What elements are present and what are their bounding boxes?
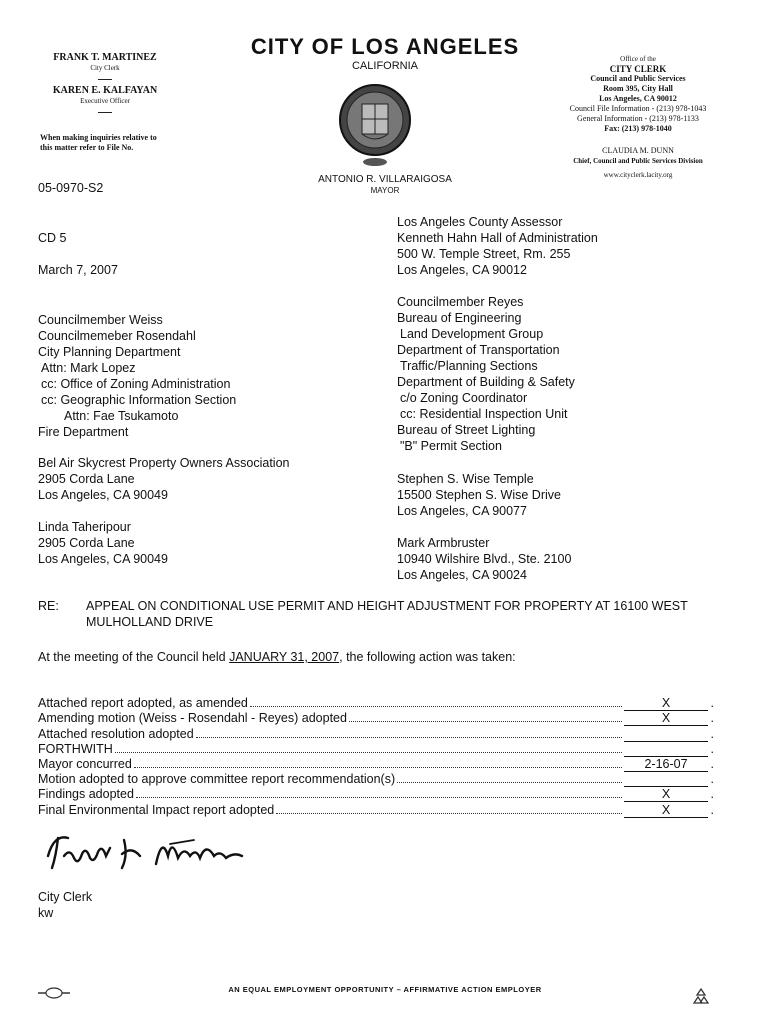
action-row: Findings adopted X . [38,787,714,802]
recipient-line: cc: Office of Zoning Administration [41,377,231,391]
subject-text: APPEAL ON CONDITIONAL USE PERMIT AND HEIGHT ADJUSTMENT FOR PROPERTY AT 16100 WEST MULHOLLAND DRIVE [86,599,688,629]
recipients-left-association [38,455,378,503]
recipient-line: cc: Residential Inspection Unit [400,407,568,421]
leader-dots [349,721,622,722]
action-row: Attached resolution adopted . [38,726,714,741]
left-letterhead [40,52,170,118]
action-row: Attached report adopted, as amended X . [38,696,714,711]
action-value: 2-16-07 [624,757,708,772]
action-label: Motion adopted to approve committee report recommendation(s) [38,772,396,787]
room-address: Room 395, City Hall [603,84,673,93]
recipients-left-person [38,519,378,567]
meeting-date: JANUARY 31, 2007 [229,650,340,664]
leader-dots [276,813,622,814]
chief-title: Chief, Council and Public Services Division [573,157,703,165]
action-label: Final Environmental Impact report adopted [38,802,275,817]
recipients-right-departments [397,294,737,454]
leader-dots [134,767,622,768]
action-label: FORTHWITH [38,741,113,756]
action-value [624,772,708,787]
recipient-line: Los Angeles, CA 90049 [38,488,168,502]
leader-dots [136,797,622,798]
website: www.cityclerk.lacity.org [603,171,673,179]
recipient-line: Mark Armbruster [397,536,490,550]
closing-block [38,889,92,921]
action-value: X [624,696,708,711]
action-row: Motion adopted to approve committee report recommendation(s) . [38,772,714,787]
action-label: Mayor concurred [38,756,132,771]
recipients-right-person [397,535,737,583]
general-info: General Information - (213) 978-1133 [577,114,699,123]
actions-list [38,696,714,818]
recipient-line: Fire Department [38,425,129,439]
recipient-line: Linda Taheripour [38,520,131,534]
recipients-left-top [38,312,378,440]
mayor-name: ANTONIO R. VILLARAIGOSA [318,174,452,185]
leader-dots [115,752,622,753]
leader-dots [397,782,622,783]
action-label: Attached report adopted, as amended [38,696,248,711]
mayor-block [220,174,550,196]
recycle-icon [690,986,712,1008]
city-seal-icon [338,80,412,170]
handwritten-signature-icon [44,826,254,878]
recipient-line: "B" Permit Section [400,439,502,453]
action-value: X [624,803,708,818]
recipient-line: Bureau of Street Lighting [397,423,536,437]
action-value [624,727,708,742]
clerk-name: FRANK T. MARTINEZ [53,52,157,63]
action-row: Mayor concurred 2-16-07 . [38,756,714,771]
meeting-suffix: , the following action was taken: [339,650,516,664]
officer-title: Executive Officer [80,97,130,105]
recipient-line: Kenneth Hahn Hall of Administration [397,231,598,245]
recipient-line: Los Angeles, CA 90024 [397,568,527,582]
council-file-info: Council File Information - (213) 978-1043 [569,104,707,113]
action-label: Amending motion (Weiss - Rosendahl - Reyes) adopted [38,711,347,726]
recipient-line: 10940 Wilshire Blvd., Ste. 2100 [397,552,572,566]
action-value: X [624,711,708,726]
closing-initials: kw [38,906,54,920]
recipient-line: Attn: Fae Tsukamoto [64,409,179,423]
recipient-line: cc: Geographic Information Section [41,393,237,407]
recipient-line: Bel Air Skycrest Property Owners Association [38,456,290,470]
office-of: Office of the [620,55,656,63]
fax-number: Fax: (213) 978-1040 [604,124,672,133]
divider [98,79,112,80]
divider [98,112,112,113]
recipient-line: Councilmember Reyes [397,295,524,309]
recipient-line: Los Angeles, CA 90012 [397,263,527,277]
city-address: Los Angeles, CA 90012 [599,94,677,103]
chief-name: CLAUDIA M. DUNN [602,146,674,155]
action-value [624,742,708,757]
recipient-line: Stephen S. Wise Temple [397,472,534,486]
meeting-statement [38,649,516,665]
action-label: Attached resolution adopted [38,726,194,741]
right-letterhead [528,54,748,180]
recipients-right-temple [397,471,737,519]
recipient-line: c/o Zoning Coordinator [400,391,528,405]
action-label: Findings adopted [38,787,134,802]
closing-title: City Clerk [38,890,93,904]
subject-label: RE: [38,599,59,613]
recipients-right-assessor [397,214,737,278]
recipient-line: 2905 Corda Lane [38,536,135,550]
recipient-line: Department of Building & Safety [397,375,575,389]
recipient-line: Councilmember Weiss [38,313,163,327]
recipient-line: Land Development Group [400,327,544,341]
action-value: X [624,787,708,802]
officer-name: KAREN E. KALFAYAN [52,85,158,96]
clerk-title: City Clerk [90,64,120,72]
state-name: CALIFORNIA [351,60,418,72]
recipient-line: Bureau of Engineering [397,311,522,325]
letter-date: March 7, 2007 [38,263,118,277]
recipient-line: 2905 Corda Lane [38,472,135,486]
meeting-prefix: At the meeting of the Council held [38,650,230,664]
office-name: CITY CLERK [609,64,667,74]
division-name: Council and Public Services [590,74,686,83]
recipient-line: 15500 Stephen S. Wise Drive [397,488,561,502]
recipient-line: Councilmemeber Rosendahl [38,329,196,343]
leader-dots [196,737,622,738]
city-title: CITY OF LOS ANGELES [250,34,520,59]
recipient-line: City Planning Department [38,345,181,359]
footer-text: AN EQUAL EMPLOYMENT OPPORTUNITY – AFFIRMATIVE ACTION EMPLOYER [228,985,542,994]
recipient-line: Department of Transportation [397,343,560,357]
recipient-line: Los Angeles, CA 90077 [397,504,527,518]
leader-dots [250,706,622,707]
inquiry-note: When making inquiries relative to this matter refer to File No. [40,133,157,152]
recipient-line: Los Angeles County Assessor [397,215,563,229]
file-number: 05-0970-S2 [38,181,104,195]
recipient-line: 500 W. Temple Street, Rm. 255 [397,247,571,261]
recipient-line: Traffic/Planning Sections [400,359,538,373]
action-row: Final Environmental Impact report adopted X . [38,802,714,817]
action-row: Amending motion (Weiss - Rosendahl - Reyes) adopted X . [38,711,714,726]
action-row: FORTHWITH . [38,741,714,756]
recipient-line: Attn: Mark Lopez [41,361,136,375]
mayor-title: MAYOR [370,186,400,195]
recipient-line: Los Angeles, CA 90049 [38,552,168,566]
council-district: CD 5 [38,231,67,245]
